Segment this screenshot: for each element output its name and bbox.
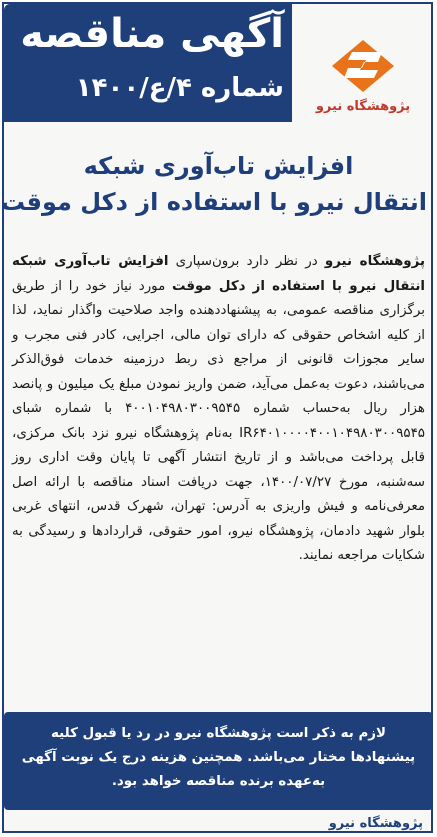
body-subject-bold: افزایش تاب‌آوری شبکه انتقال نیرو با استفاده از دکل موقت bbox=[12, 254, 425, 294]
body-intro-bold: پژوهشگاه نیرو bbox=[324, 254, 425, 269]
ad-title: آگهی مناقصه bbox=[20, 11, 284, 57]
notice-text: لازم به ذکر است پژوهشگاه نیرو در رد یا قبول کلیه پیشنهادها مختار می‌باشد. همچنین هزینه درج یک نوبت آگهی به‌عهده برنده مناقصه خواهد بود. bbox=[21, 726, 416, 789]
headline-line-1: افزایش تاب‌آوری شبکه bbox=[83, 152, 354, 180]
notice-box bbox=[4, 712, 433, 810]
institute-logo bbox=[303, 38, 423, 122]
headline-line-2: انتقال نیرو با استفاده از دکل موقت bbox=[0, 188, 427, 216]
logo-name: پژوهشگاه نیرو bbox=[315, 99, 411, 114]
body-text: مورد نیاز خود را از طریق برگزاری مناقصه عمومی، به پیشنهاددهنده واجد صلاحیت واگذار نماید، لذا از کلیه اشخاص حقوقی که دارای توان مالی، اجرایی، کادر فنی مجرب و سایر مجوزات قانونی از مراجع ذی ربط درزمینه خدمات فوق‌الذکر می‌باشند، دعوت به‌عمل می‌آید، ضمن واریز نمودن مبلغ یک میلیون و پانصد هزار ریال به‌حساب شماره ۴۰۰۱۰۴۹۸۰۳۰۰۹۵۴۵ با شماره شبای IR۶۴۰۱۰۰۰۰۴۰۰۱۰۴۹۸۰۳۰۰۹۵۴۵ به‌نام پژوهشگاه نیرو نزد بانک مرکزی، قابل پرداخت می‌باشد و از تاریخ انتشار آگهی تا پایان وقت اداری روز سه‌شنبه، مورخ ۱۴۰۰/۰۷/۲۷، جهت دریافت اسناد مناقصه با ارائه اصل معرفی‌نامه و فیش واریزی به آدرس: تهران، شهرک قدس، انتهای غربی بلوار شهید دادمان، پژوهشگاه نیرو، امور حقوقی، قراردادها و رسیدگی به شکایات مراجعه نمایند. bbox=[12, 278, 425, 563]
tender-body bbox=[12, 250, 425, 569]
footer-signature: پژوهشگاه نیرو bbox=[328, 816, 423, 831]
header-band bbox=[4, 4, 292, 122]
niroo-research-institute-logo-icon bbox=[328, 38, 398, 94]
tender-headline bbox=[0, 148, 427, 220]
ad-number: شماره ۴/ع/۱۴۰۰ bbox=[75, 73, 284, 103]
body-intro: در نظر دارد برون‌سپاری bbox=[168, 254, 325, 269]
